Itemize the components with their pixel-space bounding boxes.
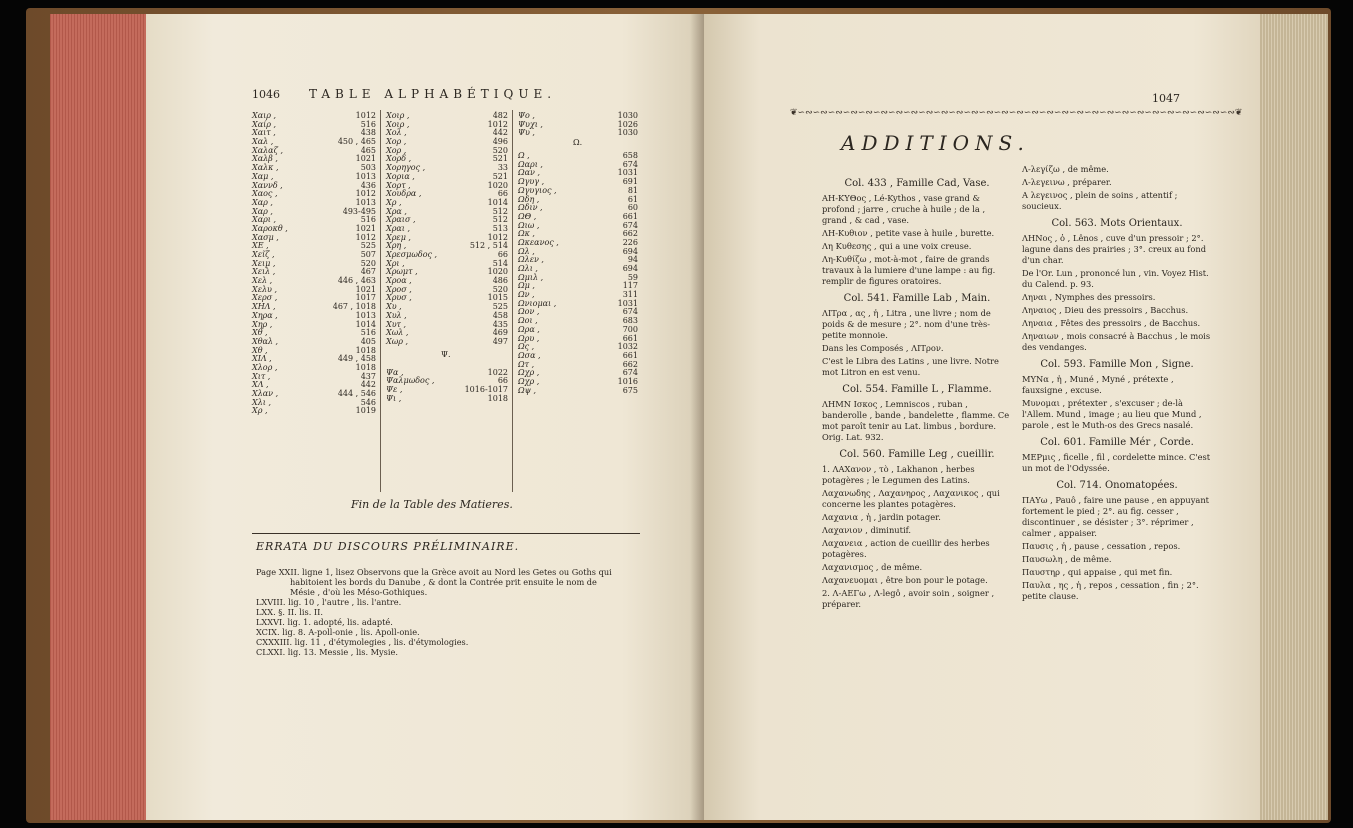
index-term: Χθ ,: [252, 328, 268, 338]
index-term: Χαννδ ,: [252, 180, 283, 190]
page-reference: 1013: [355, 197, 376, 207]
index-term: Ωδη ,: [518, 194, 540, 204]
index-term: Χρεσμωδος ,: [386, 250, 438, 259]
page-reference: 513: [492, 223, 508, 233]
page-reference: 81: [627, 185, 638, 195]
additions-title: ADDITIONS.: [841, 131, 1030, 155]
page-reference: 674: [622, 159, 638, 169]
index-term: Χρ ,: [386, 197, 402, 207]
errata-line: CLXXI. lig. 13. Messie , lis. Mysie.: [256, 647, 398, 657]
index-term: Ωγυγιος ,: [518, 185, 557, 195]
index-term: Χαίρ ,: [252, 119, 277, 129]
page-reference: 467: [360, 267, 376, 277]
errata-line: Mésie , d'où les Méso-Gothiques.: [290, 587, 428, 597]
errata-line: LXXVI. lig. 1. adopté, lis. adapté.: [256, 617, 393, 627]
page-reference: 1013: [355, 171, 376, 181]
index-term: Ψο ,: [518, 111, 535, 120]
page-reference: 700: [622, 324, 638, 334]
page-reference: 1013: [355, 310, 376, 320]
index-term: Χιτ ,: [252, 371, 271, 381]
page-reference: 1021: [355, 284, 376, 294]
page-reference: 442: [492, 128, 508, 138]
page-reference: 486: [492, 276, 508, 286]
index-term: Χολ ,: [386, 128, 407, 138]
page-reference: 546: [360, 397, 376, 407]
errata-line: XCIX. lig. 8. A-poll-onie , lis. Apoll-onie.: [256, 627, 420, 637]
section-heading: Col. 541. Famille Lab , Main.: [843, 293, 991, 304]
index-term: Χαος ,: [252, 189, 278, 199]
index-term: Ωοι ,: [518, 316, 538, 326]
index-term: Χαμ ,: [252, 171, 274, 181]
section-heading: Col. 433 , Famille Cad, Vase.: [844, 178, 990, 189]
index-row: [252, 364, 376, 373]
index-term: Ωαρι ,: [518, 159, 543, 169]
page-reference: 1017: [355, 293, 376, 303]
entry-paragraph: ΛΗΜΝ Ισκος , Lemniscos , ruban , banderolle , bande , bandelette , flamme. Ce mot paroît tenir au Lat. limbus , bordure. Orig. Lat. 932.: [822, 399, 1010, 442]
index-term: Ψα ,: [386, 367, 404, 377]
index-term: Χαρι ,: [252, 215, 277, 225]
index-row: [518, 204, 638, 213]
page-reference: 497: [492, 336, 508, 346]
page-reference: 661: [622, 211, 638, 221]
page-reference: 1015: [487, 293, 508, 303]
page-reference: 117: [622, 281, 638, 291]
page-reference: 512: [492, 215, 508, 225]
index-row: [252, 407, 376, 416]
index-term: Χωλ ,: [386, 328, 409, 338]
index-term: Χορια ,: [386, 171, 415, 181]
index-term: Χρη ,: [386, 241, 407, 251]
entry-paragraph: Λη Κυθεσης , qui a une voix creuse.: [822, 241, 972, 251]
errata-line: CXXXIII. lig. 11 , d'étymolegies , lis. d'étymologies.: [256, 637, 469, 647]
index-term: Χοιρ ,: [386, 119, 410, 129]
page-reference: 1030: [617, 111, 638, 120]
page-number-left: 1046: [252, 88, 280, 101]
index-term: Χυ ,: [386, 302, 402, 312]
entry-paragraph: Λ-λεγίζω , de même.: [1022, 164, 1109, 174]
index-term: Ωχρ ,: [518, 368, 540, 378]
page-reference: 61: [627, 194, 638, 204]
page-reference: 512: [492, 206, 508, 216]
page-reference: 444 , 546: [337, 389, 376, 398]
errata-line: LXVIII. lig. 10 , l'autre , lis. l'antre.: [256, 597, 402, 607]
page-reference: 1030: [617, 128, 638, 138]
index-term: Χθαλ ,: [252, 336, 279, 346]
index-term: Ωγυγ ,: [518, 177, 545, 187]
index-row: [518, 378, 638, 387]
index-term: Ωλεν ,: [518, 255, 544, 265]
index-term: Χροα ,: [386, 276, 412, 286]
index-term: Ωλι ,: [518, 264, 538, 273]
index-term: Χρυσ ,: [386, 293, 412, 303]
entry-paragraph: Λαχανευομαι , être bon pour le potage.: [822, 575, 988, 585]
index-term: Χθ ,: [252, 345, 268, 355]
index-term: Ωψ ,: [518, 385, 536, 395]
entry-paragraph: ΛΗ-Κυθιον , petite vase à huile , burette.: [822, 228, 995, 238]
entry-paragraph: Παυσωλη , de même.: [1022, 554, 1112, 564]
page-reference: 1016: [617, 376, 638, 386]
page-reference: 1018: [355, 345, 376, 355]
page-reference: 674: [622, 220, 638, 230]
index-column-2: [386, 112, 508, 403]
page-reference: 59: [627, 272, 638, 282]
page-reference: 503: [360, 163, 376, 173]
index-term: Χρι ,: [386, 258, 405, 268]
entry-paragraph: Λαχανιον , diminutif.: [822, 525, 912, 535]
entry-paragraph: Ληναι , Nymphes des pressoirs.: [1022, 292, 1156, 302]
errata-title: ERRATA DU DISCOURS PRÉLIMINAIRE.: [256, 540, 520, 553]
section-heading: Col. 554. Famille L , Flamme.: [842, 384, 992, 395]
index-term: Ψυχι ,: [518, 119, 543, 129]
page-reference: 516: [360, 215, 376, 225]
entry-paragraph: Ληναια , Fêtes des pressoirs , de Bacchus.: [1022, 318, 1201, 328]
entry-paragraph: ΛΙΤρα , ας , ἡ , Litra , une livre ; nom de poids & de mesure ; 2°. nom d'une très-petite monnoie.: [822, 308, 991, 340]
index-term: Χειλ ,: [252, 267, 276, 277]
additions-column-right: [1022, 164, 1212, 604]
index-term: Χηρα ,: [252, 310, 278, 320]
entry-paragraph: Λη-Κυθίζω , mot-à-mot , faire de grands travaux à la lumiere d'une lampe : au fig. remplir de figures oratoires.: [822, 254, 996, 286]
entry-paragraph: Παυσις , ἡ , pause , cessation , repos.: [1022, 541, 1181, 551]
index-term: Ωτ ,: [518, 359, 535, 369]
index-term: Χελυ ,: [252, 284, 278, 294]
errata-line: LXX. §. II. lis. II.: [256, 607, 323, 617]
entry-paragraph: Παυλα , ης , ἡ , repos , cessation , fin ; 2°. petite clause.: [1022, 580, 1199, 601]
index-term: Χλαν ,: [252, 389, 279, 398]
index-term: Χασμ ,: [252, 232, 279, 242]
index-row: [518, 387, 638, 396]
entry-paragraph: Λαχανια , ἡ , jardin potager.: [822, 512, 941, 522]
page-reference: 516: [360, 119, 376, 129]
page-reference: 521: [492, 171, 508, 181]
index-term: Ως ,: [518, 342, 535, 352]
entry-paragraph: ΜΕΡμις , ficelle , fil , cordelette mince. C'est un mot de l'Odyssée.: [1022, 452, 1211, 473]
page-reference: 437: [360, 371, 376, 381]
index-term: Ωλ ,: [518, 246, 535, 256]
index-term: Ωκεανος ,: [518, 237, 559, 247]
page-reference: 1019: [355, 406, 376, 416]
page-reference: 496: [492, 137, 508, 147]
page-reference: 1031: [617, 298, 638, 308]
page-reference: 662: [622, 359, 638, 369]
page-reference: 435: [492, 319, 508, 329]
index-term: Χαλκ ,: [252, 163, 279, 173]
index-row: [252, 234, 376, 243]
index-term: Ω ,: [518, 151, 530, 161]
entry-paragraph: Μυνομαι , prétexter , s'excuser ; de-là l'Allem. Mund , image ; au lieu que Mund , parole , est le Muth-os des Grecs nasalé.: [1022, 398, 1202, 430]
section-letter-psi: Ψ.: [441, 349, 451, 359]
errata-list: [256, 567, 641, 657]
left-page-edges: [50, 14, 150, 820]
entry-paragraph: ΜΥΝα , ἡ , Muné , Myné , prétexte , fauxsigne , excuse.: [1022, 374, 1174, 395]
index-term: Χορδ ,: [386, 154, 412, 164]
page-reference: 674: [622, 307, 638, 317]
index-term: Ωμ ,: [518, 281, 535, 291]
index-term: Χηρ ,: [252, 319, 273, 329]
index-term: Ωκ ,: [518, 229, 535, 239]
entry-paragraph: ΑΗ-ΚΥΘος , Lé-Kythos , vase grand & profond ; jarre , cruche à huile ; de la , grand , & cad , vase.: [822, 193, 986, 225]
index-term: Χρεμ ,: [386, 232, 411, 242]
index-row: [518, 222, 638, 231]
section-heading: Col. 560. Famille Leg , cueillir.: [839, 449, 995, 460]
page-reference: 683: [622, 316, 638, 326]
index-term: Χοιρ ,: [386, 111, 410, 120]
page-reference: 512 , 514: [469, 241, 508, 251]
page-reference: 691: [622, 177, 638, 187]
index-term: Ωρα ,: [518, 324, 540, 334]
page-reference: 449 , 458: [337, 354, 376, 364]
page-reference: 1018: [487, 393, 508, 403]
page-reference: 675: [622, 385, 638, 395]
index-term: Χαροκθ ,: [252, 223, 288, 233]
page-reference: 1020: [487, 180, 508, 190]
page-reference: 1022: [487, 367, 508, 377]
index-term: Χλι ,: [252, 397, 271, 407]
index-term: Ωρυ ,: [518, 333, 540, 343]
index-term: ΩΘ ,: [518, 211, 537, 221]
page-reference: 482: [492, 111, 508, 120]
index-row: [386, 338, 508, 347]
page-reference: 1012: [487, 232, 508, 242]
page-reference: 60: [627, 203, 638, 213]
right-page-edges: [1256, 14, 1328, 820]
index-term: Ωχρ ,: [518, 376, 540, 386]
index-term: ΧΕ ,: [252, 241, 269, 251]
page-reference: 450 , 465: [337, 137, 376, 147]
page-reference: 1018: [355, 362, 376, 372]
page-reference: 1012: [355, 111, 376, 120]
page-reference: 507: [360, 250, 376, 259]
page-reference: 520: [492, 284, 508, 294]
end-of-table-note: Fin de la Table des Matieres.: [351, 498, 513, 511]
entry-paragraph: Λαχανεια , action de cueillir des herbes potagères.: [822, 538, 990, 559]
page-reference: 469: [492, 328, 508, 338]
index-term: Χελ ,: [252, 276, 273, 286]
index-term: Ωνιομαι ,: [518, 298, 557, 308]
index-term: ΧΛ ,: [252, 380, 269, 390]
entry-paragraph: Ληναιος , Dieu des pressoirs , Bacchus.: [1022, 305, 1189, 315]
page-reference: 525: [360, 241, 376, 251]
page-reference: 661: [622, 333, 638, 343]
page-number-right: 1047: [1152, 92, 1180, 105]
index-row: [518, 274, 638, 283]
page-reference: 516: [360, 328, 376, 338]
index-term: Χρα ,: [386, 206, 407, 216]
page-reference: 33: [497, 163, 508, 173]
index-term: Χορτ ,: [386, 180, 411, 190]
errata-line: Page XXII. ligne 1, lisez Observons que la Grèce avoit au Nord les Getes ou Goths qui: [256, 567, 612, 577]
index-term: Χρ ,: [252, 406, 268, 416]
index-row: [386, 294, 508, 303]
index-term: Ωμιλ ,: [518, 272, 544, 282]
index-column-1: [252, 112, 376, 416]
section-heading: Col. 601. Famille Mér , Corde.: [1040, 437, 1194, 448]
page-reference: 694: [622, 264, 638, 273]
page-reference: 1012: [355, 189, 376, 199]
index-term: Χαλ ,: [252, 137, 274, 147]
page-reference: 694: [622, 246, 638, 256]
column-divider: [512, 110, 513, 492]
index-term: Χραι ,: [386, 223, 411, 233]
index-term: Χλορ ,: [252, 362, 278, 372]
page-reference: 1021: [355, 223, 376, 233]
running-head: TABLE ALPHABÉTIQUE.: [309, 87, 557, 101]
page-reference: 658: [622, 151, 638, 161]
page-reference: 1016-1017: [464, 384, 508, 394]
index-term: ΧΗΛ ,: [252, 302, 276, 312]
index-term: Χουδρα ,: [386, 189, 422, 199]
page-reference: 1026: [617, 119, 638, 129]
index-term: Ωαν ,: [518, 168, 540, 178]
page-reference: 226: [622, 237, 638, 247]
page-reference: 1012: [487, 119, 508, 129]
index-term: Χερσ ,: [252, 293, 278, 303]
page-reference: 662: [622, 229, 638, 239]
errata-line: habitoient les bords du Danube , & dont la Contrée prit ensuite le nom de: [290, 577, 597, 587]
ornamental-border: ❦∽∾∽∾∽∾∽∾∽∾∽∾∽∾∽∾∽∾∽∾∽∾∽∾∽∾∽∾∽∾∽∾∽∾∽∾∽∾∽∾∽∾∽∾∽∾∽∾∽∾∽∾∽∾∽∾∽∾❦: [790, 108, 1243, 118]
page-reference: 66: [497, 189, 508, 199]
entry-paragraph: C'est le Libra des Latins , une livre. Notre mot Litron en est venu.: [822, 356, 999, 377]
entry-paragraph: Ληναιων , mois consacré à Bacchus , le mois des vendanges.: [1022, 331, 1211, 352]
index-term: Χαιτ ,: [252, 128, 276, 138]
index-term: Χορ ,: [386, 137, 407, 147]
section-letter-omega: Ω.: [573, 138, 583, 148]
entry-paragraph: Dans les Composés , ΛΙΤρον.: [822, 343, 944, 353]
index-row: [518, 239, 638, 248]
page-reference: 1014: [487, 197, 508, 207]
entry-paragraph: Παυστηρ , qui appaise , qui met fin.: [1022, 567, 1173, 577]
index-row: [386, 395, 508, 404]
page-reference: 1014: [355, 319, 376, 329]
index-row: [518, 352, 638, 361]
page-reference: 520: [360, 258, 376, 268]
index-term: Χαιρ ,: [252, 111, 277, 120]
right-page: [704, 14, 1260, 820]
entry-paragraph: Λαχανωδης , Λαχανηρος , Λαχανικος , qui concerne les plantes potagères.: [822, 488, 1000, 509]
index-term: Χορηγος ,: [386, 163, 426, 173]
entry-paragraph: 2. Λ-ΑΕΓω , Λ-legô , avoir soin , soigner , préparer.: [822, 588, 995, 609]
page-reference: 514: [492, 258, 508, 268]
index-term: Χαρ ,: [252, 206, 273, 216]
page-reference: 661: [622, 350, 638, 360]
entry-paragraph: 1. ΛΑΧανον , τὸ , Lakhanon , herbes potagères ; le Legumen des Latins.: [822, 464, 975, 485]
page-reference: 436: [360, 180, 376, 190]
index-term: Ωσα ,: [518, 350, 541, 360]
entry-paragraph: ΠΑΥω , Pauô , faire une pause , en appuyant fortement le pied ; 2°. au fig. cesser , discontinuer , se désister ; 3°. réprimer , calmer , appaiser.: [1022, 495, 1210, 538]
page-reference: 66: [497, 376, 508, 386]
index-row: [518, 282, 638, 291]
entry-paragraph: Λαχανισμος , de même.: [822, 562, 923, 572]
entry-paragraph: De l'Or. Lun , prononcé lun , vin. Voyez Hist. du Calend. p. 93.: [1022, 268, 1209, 289]
index-term: Χραισ ,: [386, 215, 416, 225]
page-reference: 66: [497, 250, 508, 259]
column-divider: [380, 110, 381, 492]
index-term: Χεῖζ ,: [252, 250, 275, 259]
page-reference: 525: [492, 302, 508, 312]
index-term: Ψαλμωδος ,: [386, 376, 435, 386]
page-reference: 1012: [355, 232, 376, 242]
entry-paragraph: Α λεγεινος , plein de soins , attentif ; soucieux.: [1022, 190, 1178, 211]
section-heading: Col. 593. Famille Mon , Signe.: [1040, 359, 1194, 370]
index-term: Ωον ,: [518, 307, 540, 317]
page-reference: 1020: [487, 267, 508, 277]
additions-column-left: [822, 172, 1012, 612]
index-row: [252, 373, 376, 382]
page-reference: 521: [492, 154, 508, 164]
page-reference: 458: [492, 310, 508, 320]
index-term: Ψε ,: [386, 384, 403, 394]
page-reference: 438: [360, 128, 376, 138]
page-reference: 674: [622, 368, 638, 378]
page-reference: 311: [622, 290, 638, 300]
index-row: [252, 321, 376, 330]
index-term: Ωδιν ,: [518, 203, 543, 213]
index-term: Χειμ ,: [252, 258, 276, 268]
page-reference: 442: [360, 380, 376, 390]
page-reference: 446 , 463: [337, 276, 376, 286]
index-term: ΧΙΛ ,: [252, 354, 272, 364]
page-reference: 1021: [355, 154, 376, 164]
page-reference: 467 , 1018: [332, 302, 376, 312]
entry-paragraph: ΛΗΝος , ὁ , Lênos , cuve d'un pressoir ; 2°. lagune dans des prairies ; 3°. creux au fond d'un char.: [1022, 233, 1207, 265]
index-term: Χροσ ,: [386, 284, 412, 294]
page-reference: 1032: [617, 342, 638, 352]
index-term: Ψι ,: [386, 393, 402, 403]
page-reference: 405: [360, 336, 376, 346]
index-column-3: [518, 112, 638, 395]
index-term: Χρωμτ ,: [386, 267, 418, 277]
page-reference: 465: [360, 145, 376, 155]
section-heading: Col. 714. Onomatopées.: [1056, 480, 1178, 491]
index-term: Χωρ ,: [386, 336, 409, 346]
index-term: Χαλαζ ,: [252, 145, 283, 155]
page-reference: 94: [627, 255, 638, 265]
left-page: [146, 14, 706, 820]
errata-rule: [252, 533, 640, 534]
index-term: Ων ,: [518, 290, 535, 300]
index-term: Χαλβ ,: [252, 154, 278, 164]
page-reference: 520: [492, 145, 508, 155]
page-reference: 493-495: [342, 206, 376, 216]
index-term: Χυλ ,: [386, 310, 407, 320]
section-heading: Col. 563. Mots Orientaux.: [1051, 218, 1183, 229]
entry-paragraph: Λ-λεγεινω , préparer.: [1022, 177, 1112, 187]
index-term: Χαρ ,: [252, 197, 273, 207]
index-term: Ψυ ,: [518, 128, 535, 138]
index-row: [518, 129, 638, 138]
page-reference: 1031: [617, 168, 638, 178]
index-term: Χορ ,: [386, 145, 407, 155]
index-term: Χυτ ,: [386, 319, 407, 329]
index-term: Ωιω ,: [518, 220, 540, 230]
